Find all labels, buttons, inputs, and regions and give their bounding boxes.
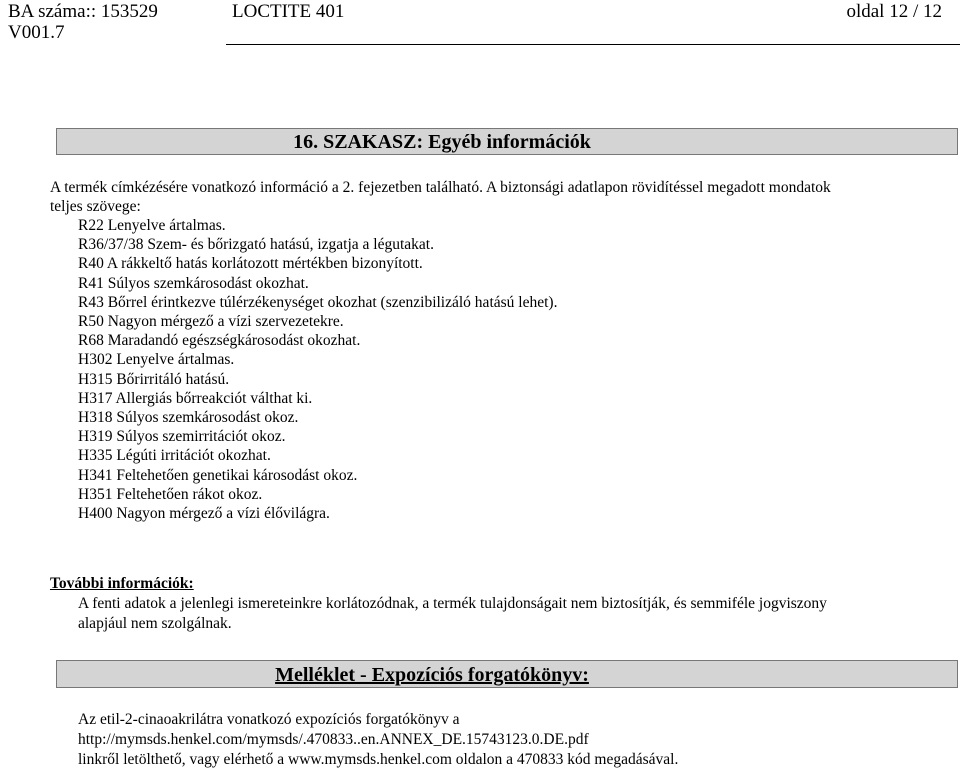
annex-line-3: linkről letölthető, vagy elérhető a www.mymsds.henkel.com oldalon a 470833 kód megadásával.	[78, 751, 679, 768]
further-info-line-1: A fenti adatok a jelenlegi ismereteinkre korlátozódnak, a termék tulajdonságait nem biztosítják, és semmiféle jogviszony	[78, 595, 827, 612]
section-16-title: 16. SZAKASZ: Egyéb információk	[293, 131, 591, 153]
list-item: R41 Súlyos szemkárosodást okozhat.	[78, 274, 309, 292]
page-header	[0, 0, 960, 46]
further-info-heading: További információk:	[50, 575, 194, 592]
version: V001.7	[8, 22, 65, 43]
annex-title-bar	[56, 660, 958, 688]
list-item: H302 Lenyelve ártalmas.	[78, 351, 235, 369]
product-name: LOCTITE 401	[232, 1, 345, 22]
list-item: H351 Feltehetően rákot okoz.	[78, 485, 263, 503]
list-item: H319 Súlyos szemirritációt okoz.	[78, 428, 286, 446]
list-item: R50 Nagyon mérgező a vízi szervezetekre.	[78, 313, 344, 331]
list-item: R40 A rákkeltő hatás korlátozott mértékben bizonyított.	[78, 255, 423, 273]
annex-body	[78, 710, 678, 770]
list-item: H400 Nagyon mérgező a vízi élővilágra.	[78, 505, 330, 523]
annex-line-1: Az etil-2-cinaoakrilátra vonatkozó expozíciós forgatókönyv a	[78, 711, 460, 728]
section-16-intro	[50, 178, 831, 216]
list-item: R36/37/38 Szem- és bőrizgató hatású, izgatja a légutakat.	[78, 236, 434, 254]
further-info-line-2: alapjául nem szolgálnak.	[78, 615, 232, 632]
annex-link[interactable]: http://mymsds.henkel.com/mymsds/.470833..en.ANNEX_DE.15743123.0.DE.pdf	[78, 731, 589, 748]
list-item: R43 Bőrrel érintkezve túlérzékenységet okozhat (szenzibilizáló hatású lehet).	[78, 293, 558, 311]
annex-title: Melléklet - Expozíciós forgatókönyv:	[275, 664, 589, 686]
hazard-phrase-list	[78, 216, 557, 523]
header-divider	[226, 44, 960, 45]
intro-line-2: teljes szövege:	[50, 198, 141, 215]
list-item: H315 Bőrirritáló hatású.	[78, 370, 230, 388]
page-number: oldal 12 / 12	[846, 1, 942, 22]
list-item: H335 Légúti irritációt okozhat.	[78, 447, 271, 465]
list-item: R68 Maradandó egészségkárosodást okozhat.	[78, 332, 361, 350]
list-item: R22 Lenyelve ártalmas.	[78, 217, 226, 234]
ba-number: BA száma:: 153529	[8, 1, 158, 22]
list-item: H318 Súlyos szemkárosodást okoz.	[78, 409, 299, 427]
further-info-body	[78, 594, 827, 634]
intro-line-1: A termék címkézésére vonatkozó információ a 2. fejezetben található. A biztonsági adatlapon rövidítéssel megadott mondatok	[50, 179, 831, 196]
list-item: H341 Feltehetően genetikai károsodást okoz.	[78, 466, 358, 484]
list-item: H317 Allergiás bőrreakciót válthat ki.	[78, 389, 313, 407]
section-16-title-bar	[56, 128, 958, 155]
